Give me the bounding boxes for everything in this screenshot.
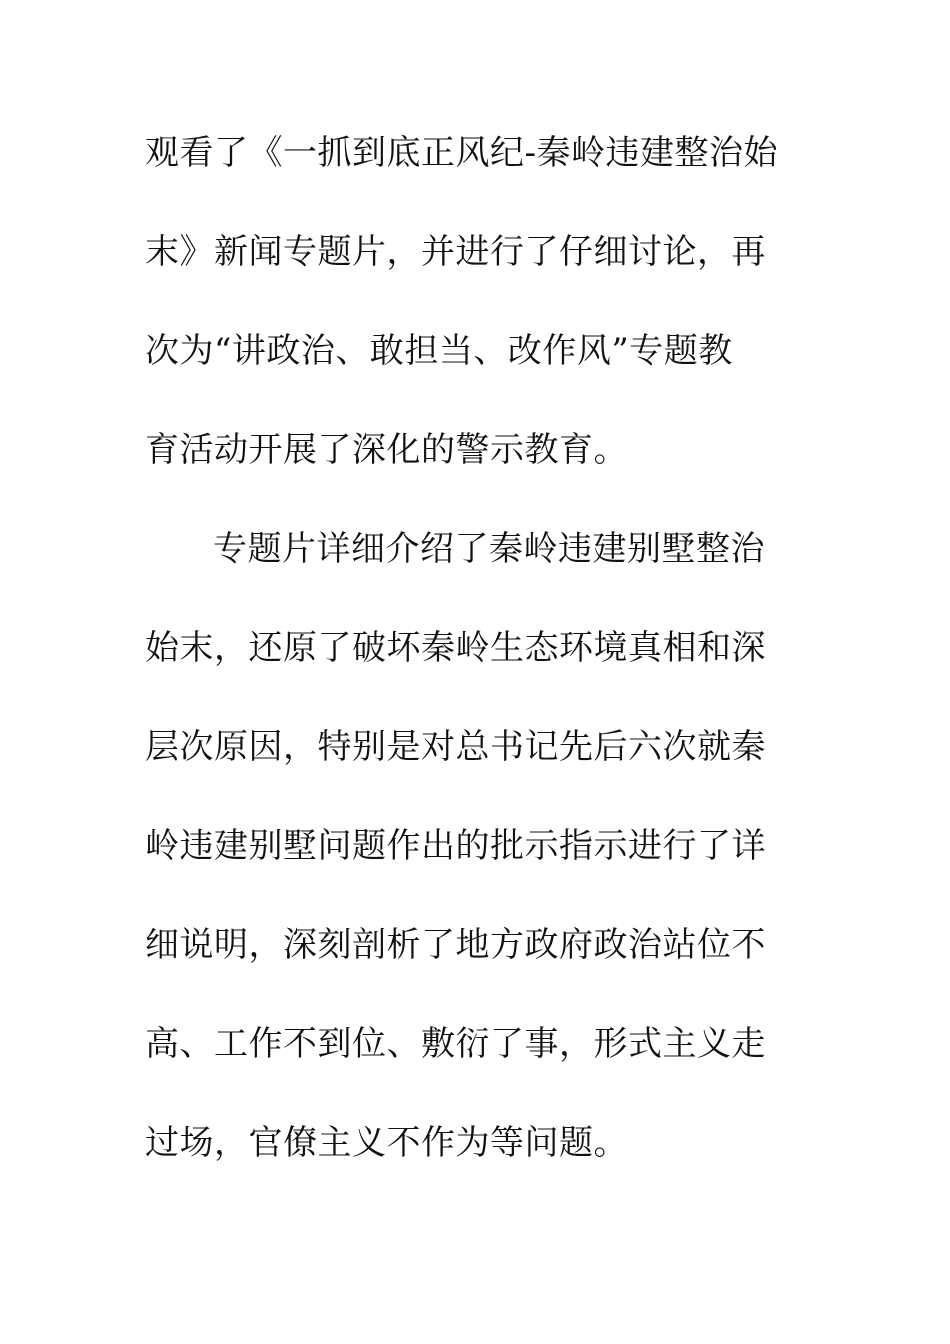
paragraph-2-line-7: 过场，官僚主义不作为等问题。 [145, 1123, 628, 1163]
paragraph-2-line-2: 始末，还原了破坏秦岭生态环境真相和深 [145, 628, 766, 668]
paragraph-2-line-1: 专题片详细介绍了秦岭违建别墅整治 [213, 529, 765, 569]
paragraph-2-line-4: 岭违建别墅问题作出的批示指示进行了详 [145, 826, 766, 866]
paragraph-2-line-3: 层次原因，特别是对总书记先后六次就秦 [145, 727, 766, 767]
paragraph-1-line-1: 观看了《一抓到底正风纪-秦岭违建整治始 [145, 133, 778, 173]
paragraph-1-line-2: 末》新闻专题片，并进行了仔细讨论，再 [145, 232, 766, 272]
paragraph-2-line-6: 高、工作不到位、敷衍了事，形式主义走 [145, 1024, 766, 1064]
paragraph-1-line-3: 次为“讲政治、敢担当、改作风”专题教 [145, 331, 733, 371]
paragraph-2-line-5: 细说明，深刻剖析了地方政府政治站位不 [145, 925, 766, 965]
paragraph-1-line-4: 育活动开展了深化的警示教育。 [145, 430, 628, 470]
